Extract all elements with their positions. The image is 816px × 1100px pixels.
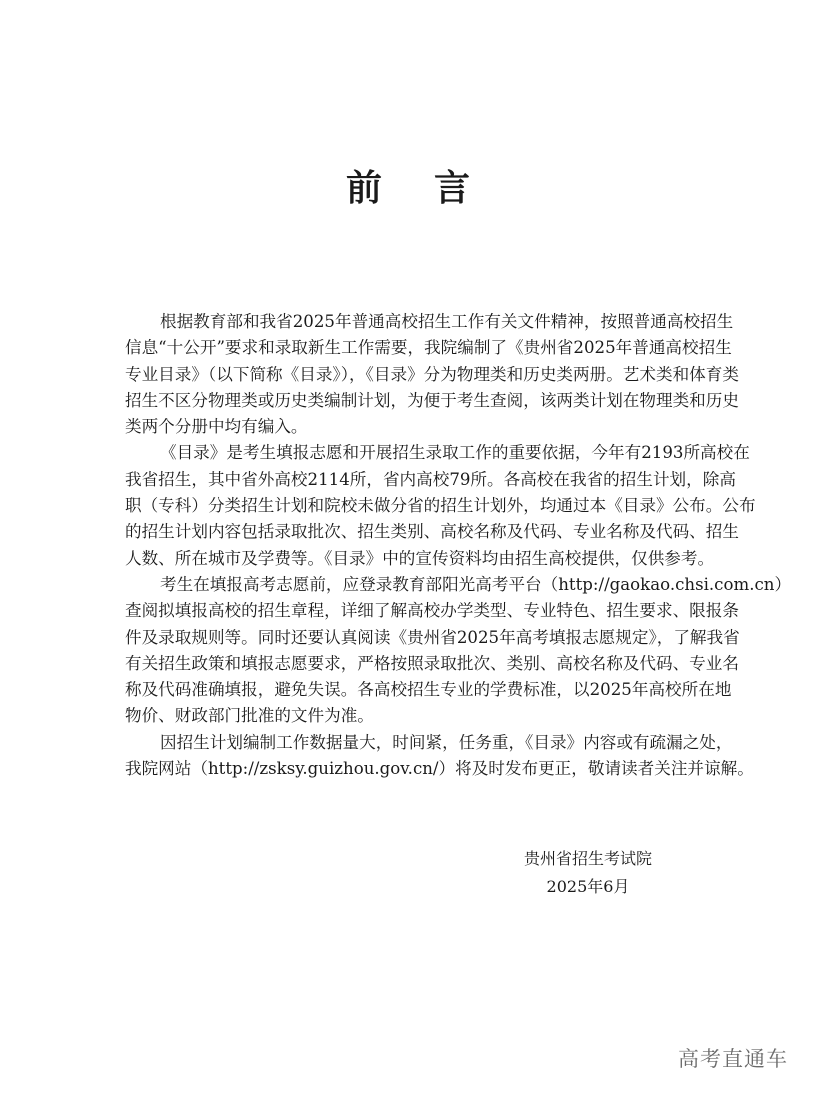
text-line: 根据教育部和我省2025年普通高校招生工作有关文件精神，按照普通高校招生 [160, 312, 734, 331]
text-line: 考生在填报高考志愿前，应登录教育部阳光高考平台（http://gaokao.chsi.com.cn） [160, 574, 792, 594]
text-line: 我省招生，其中省外高校2114所，省内高校79所。各高校在我省的招生计划，除高 [125, 469, 736, 489]
title-char: 言 [434, 167, 471, 209]
title-char: 前 [345, 167, 382, 209]
signature-org: 贵州省招生考试院 [523, 849, 652, 868]
text-line: 《目录》是考生填报志愿和开展招生录取工作的重要依据，今年有2193所高校在 [160, 443, 750, 463]
text-line: 物价、财政部门批准的文件为准。 [125, 706, 374, 726]
text-line: 因招生计划编制工作数据量大，时间紧，任务重，《目录》内容或有疏漏之处， [160, 732, 733, 752]
text-line: 职（专科）分类招生计划和院校未做分省的招生计划外，均通过本《目录》公布。公布 [125, 496, 756, 516]
paragraph [125, 309, 739, 440]
paragraph [125, 572, 792, 730]
text-line: 招生不区分物理类或历史类编制计划，为便于考生查阅，该两类计划在物理类和历史 [125, 390, 739, 410]
paragraph [125, 440, 756, 571]
signature-date: 2025年6月 [546, 877, 630, 896]
text-line: 有关招生政策和填报志愿要求，严格按照录取批次、类别、高校名称及代码、专业名 [125, 653, 739, 673]
text-line: 件及录取规则等。同时还要认真阅读《贵州省2025年高考填报志愿规定》，了解我省 [125, 627, 740, 647]
text-line: 查阅拟填报高校的招生章程，详细了解高校办学类型、专业特色、招生要求、限报条 [125, 601, 739, 621]
preface-body [125, 309, 792, 782]
text-line: 的招生计划内容包括录取批次、招生类别、高校名称及代码、专业名称及代码、招生 [125, 522, 739, 542]
text-line: 人数、所在城市及学费等。《目录》中的宣传资料均由招生高校提供，仅供参考。 [125, 548, 715, 568]
text-line: 称及代码准确填报，避免失误。各高校招生专业的学费标准，以2025年高校所在地 [125, 680, 732, 700]
text-line: 我院网站（http://zsksy.guizhou.gov.cn/）将及时发布更正，敬请读者关注并谅解。 [125, 759, 754, 779]
text-line: 专业目录》（以下简称《目录》），《目录》分为物理类和历史类两册。艺术类和体育类 [125, 364, 739, 384]
page-title [0, 160, 816, 211]
paragraph [125, 730, 754, 783]
text-line: 类两个分册中均有编入。 [125, 417, 308, 437]
text-line: 信息“十公开”要求和录取新生工作需要，我院编制了《贵州省2025年普通高校招生 [125, 338, 732, 358]
watermark: 高考直通车 [678, 1047, 788, 1071]
